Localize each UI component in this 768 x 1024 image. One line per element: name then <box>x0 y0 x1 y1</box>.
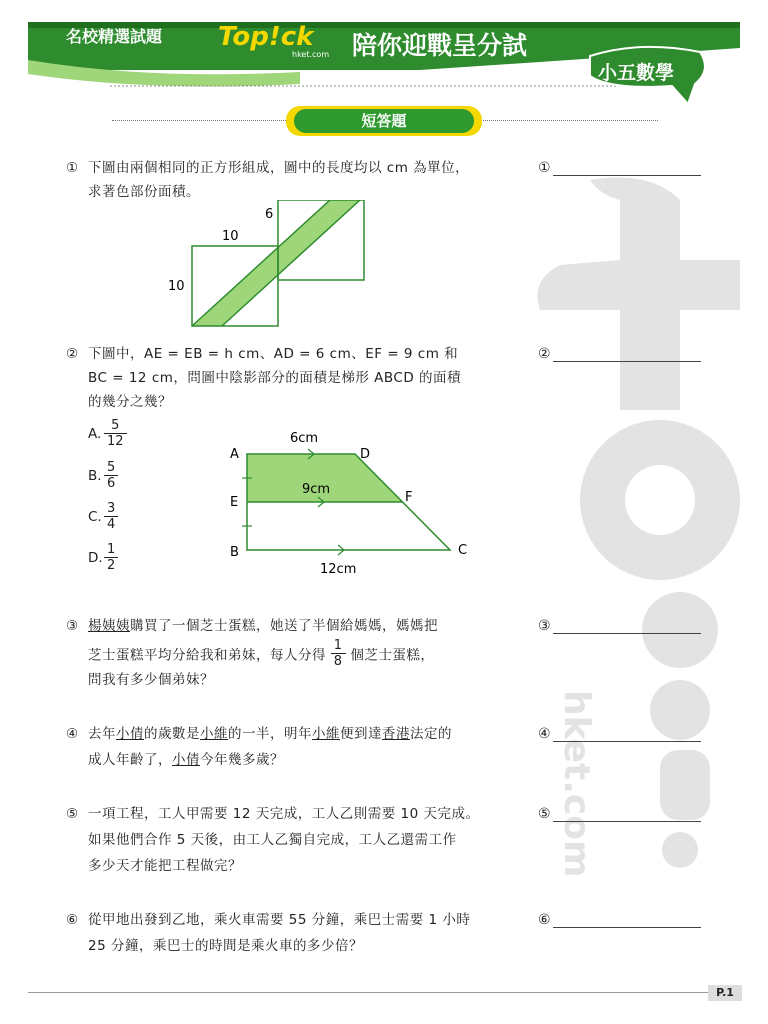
question-text: 如果他們合作 5 天後，由工人乙獨自完成，工人乙還需工作 <box>88 832 457 848</box>
brand-logo: Top!ck <box>218 22 314 52</box>
answer-blank-6[interactable]: ⑥ <box>538 912 701 928</box>
question-text: 問我有多少個弟妹？ <box>88 672 214 688</box>
topick-watermark-logo <box>530 170 760 890</box>
vertex-c: C <box>458 543 468 558</box>
vertex-e: E <box>230 495 239 510</box>
brand-sub: hket.com <box>292 50 330 59</box>
question-text: 從甲地出發到乙地，乘火車需要 55 分鐘，乘巴士需要 1 小時 <box>88 912 471 928</box>
vertex-a: A <box>230 447 239 462</box>
answer-blank-4[interactable]: ④ <box>538 726 701 742</box>
grade-badge: 小五數學 <box>598 62 675 84</box>
question-text: 成人年齡了，小倩今年幾多歲？ <box>88 752 284 768</box>
footer-rule <box>28 992 708 993</box>
question-text: 一項工程，工人甲需要 12 天完成，工人乙則需要 10 天完成。 <box>88 806 480 822</box>
option-b[interactable]: B. $\frac{5}{6}$ <box>88 460 118 491</box>
answer-blank-2[interactable]: ② <box>538 346 701 362</box>
question-number: ⑥ <box>66 912 79 928</box>
question-number: ② <box>66 346 79 362</box>
answer-blank-1[interactable]: ① <box>538 160 701 176</box>
header-left-title: 名校精選試題 <box>66 27 163 46</box>
figure-squares <box>160 200 380 335</box>
question-number: ⑤ <box>66 806 79 822</box>
label-ef: 9cm <box>302 482 331 497</box>
question-number: ① <box>66 160 79 176</box>
figure-label-top-10: 10 <box>222 229 239 244</box>
vertex-b: B <box>230 545 239 560</box>
question-text: 去年小倩的歲數是小維的一半，明年小維便到達香港法定的 <box>88 726 452 742</box>
figure-label-6: 6 <box>265 207 274 222</box>
question-text: 的幾分之幾？ <box>88 394 172 410</box>
figure-label-side-10: 10 <box>168 279 185 294</box>
question-text: 25 分鐘，乘巴士的時間是乘火車的多少倍？ <box>88 938 363 954</box>
question-text: 下圖中，AE = EB = h cm、AD = 6 cm、EF = 9 cm 和 <box>88 346 459 362</box>
label-ad: 6cm <box>290 431 319 446</box>
question-text: 求著色部份面積。 <box>88 184 200 200</box>
question-text: BC = 12 cm，問圖中陰影部分的面積是梯形 ABCD 的面積 <box>88 370 462 386</box>
option-a[interactable]: A. $\frac{5}{12}$ <box>88 418 127 449</box>
answer-blank-3[interactable]: ③ <box>538 618 701 634</box>
question-number: ③ <box>66 618 79 634</box>
vertex-f: F <box>405 490 413 505</box>
page-number: P.1 <box>708 985 742 1001</box>
figure-trapezium <box>222 426 482 578</box>
question-text: 楊姨姨購買了一個芝士蛋糕，她送了半個給媽媽，媽媽把 <box>88 618 438 634</box>
vertex-d: D <box>360 447 371 462</box>
label-bc: 12cm <box>320 562 357 577</box>
header-slogan: 陪你迎戰呈分試 <box>352 31 528 60</box>
question-number: ④ <box>66 726 79 742</box>
section-title: 短答題 <box>294 109 474 133</box>
option-d[interactable]: D. $\frac{1}{2}$ <box>88 542 118 573</box>
question-text: 下圖由兩個相同的正方形組成，圖中的長度均以 cm 為單位， <box>88 160 470 176</box>
option-c[interactable]: C. $\frac{3}{4}$ <box>88 501 118 532</box>
question-text: 芝士蛋糕平均分給我和弟妹，每人分得 $\frac{1}{8}$ 個芝士蛋糕， <box>88 638 435 669</box>
watermark-sub: hket.com <box>556 690 597 878</box>
answer-blank-5[interactable]: ⑤ <box>538 806 701 822</box>
question-text: 多少天才能把工程做完？ <box>88 858 242 874</box>
